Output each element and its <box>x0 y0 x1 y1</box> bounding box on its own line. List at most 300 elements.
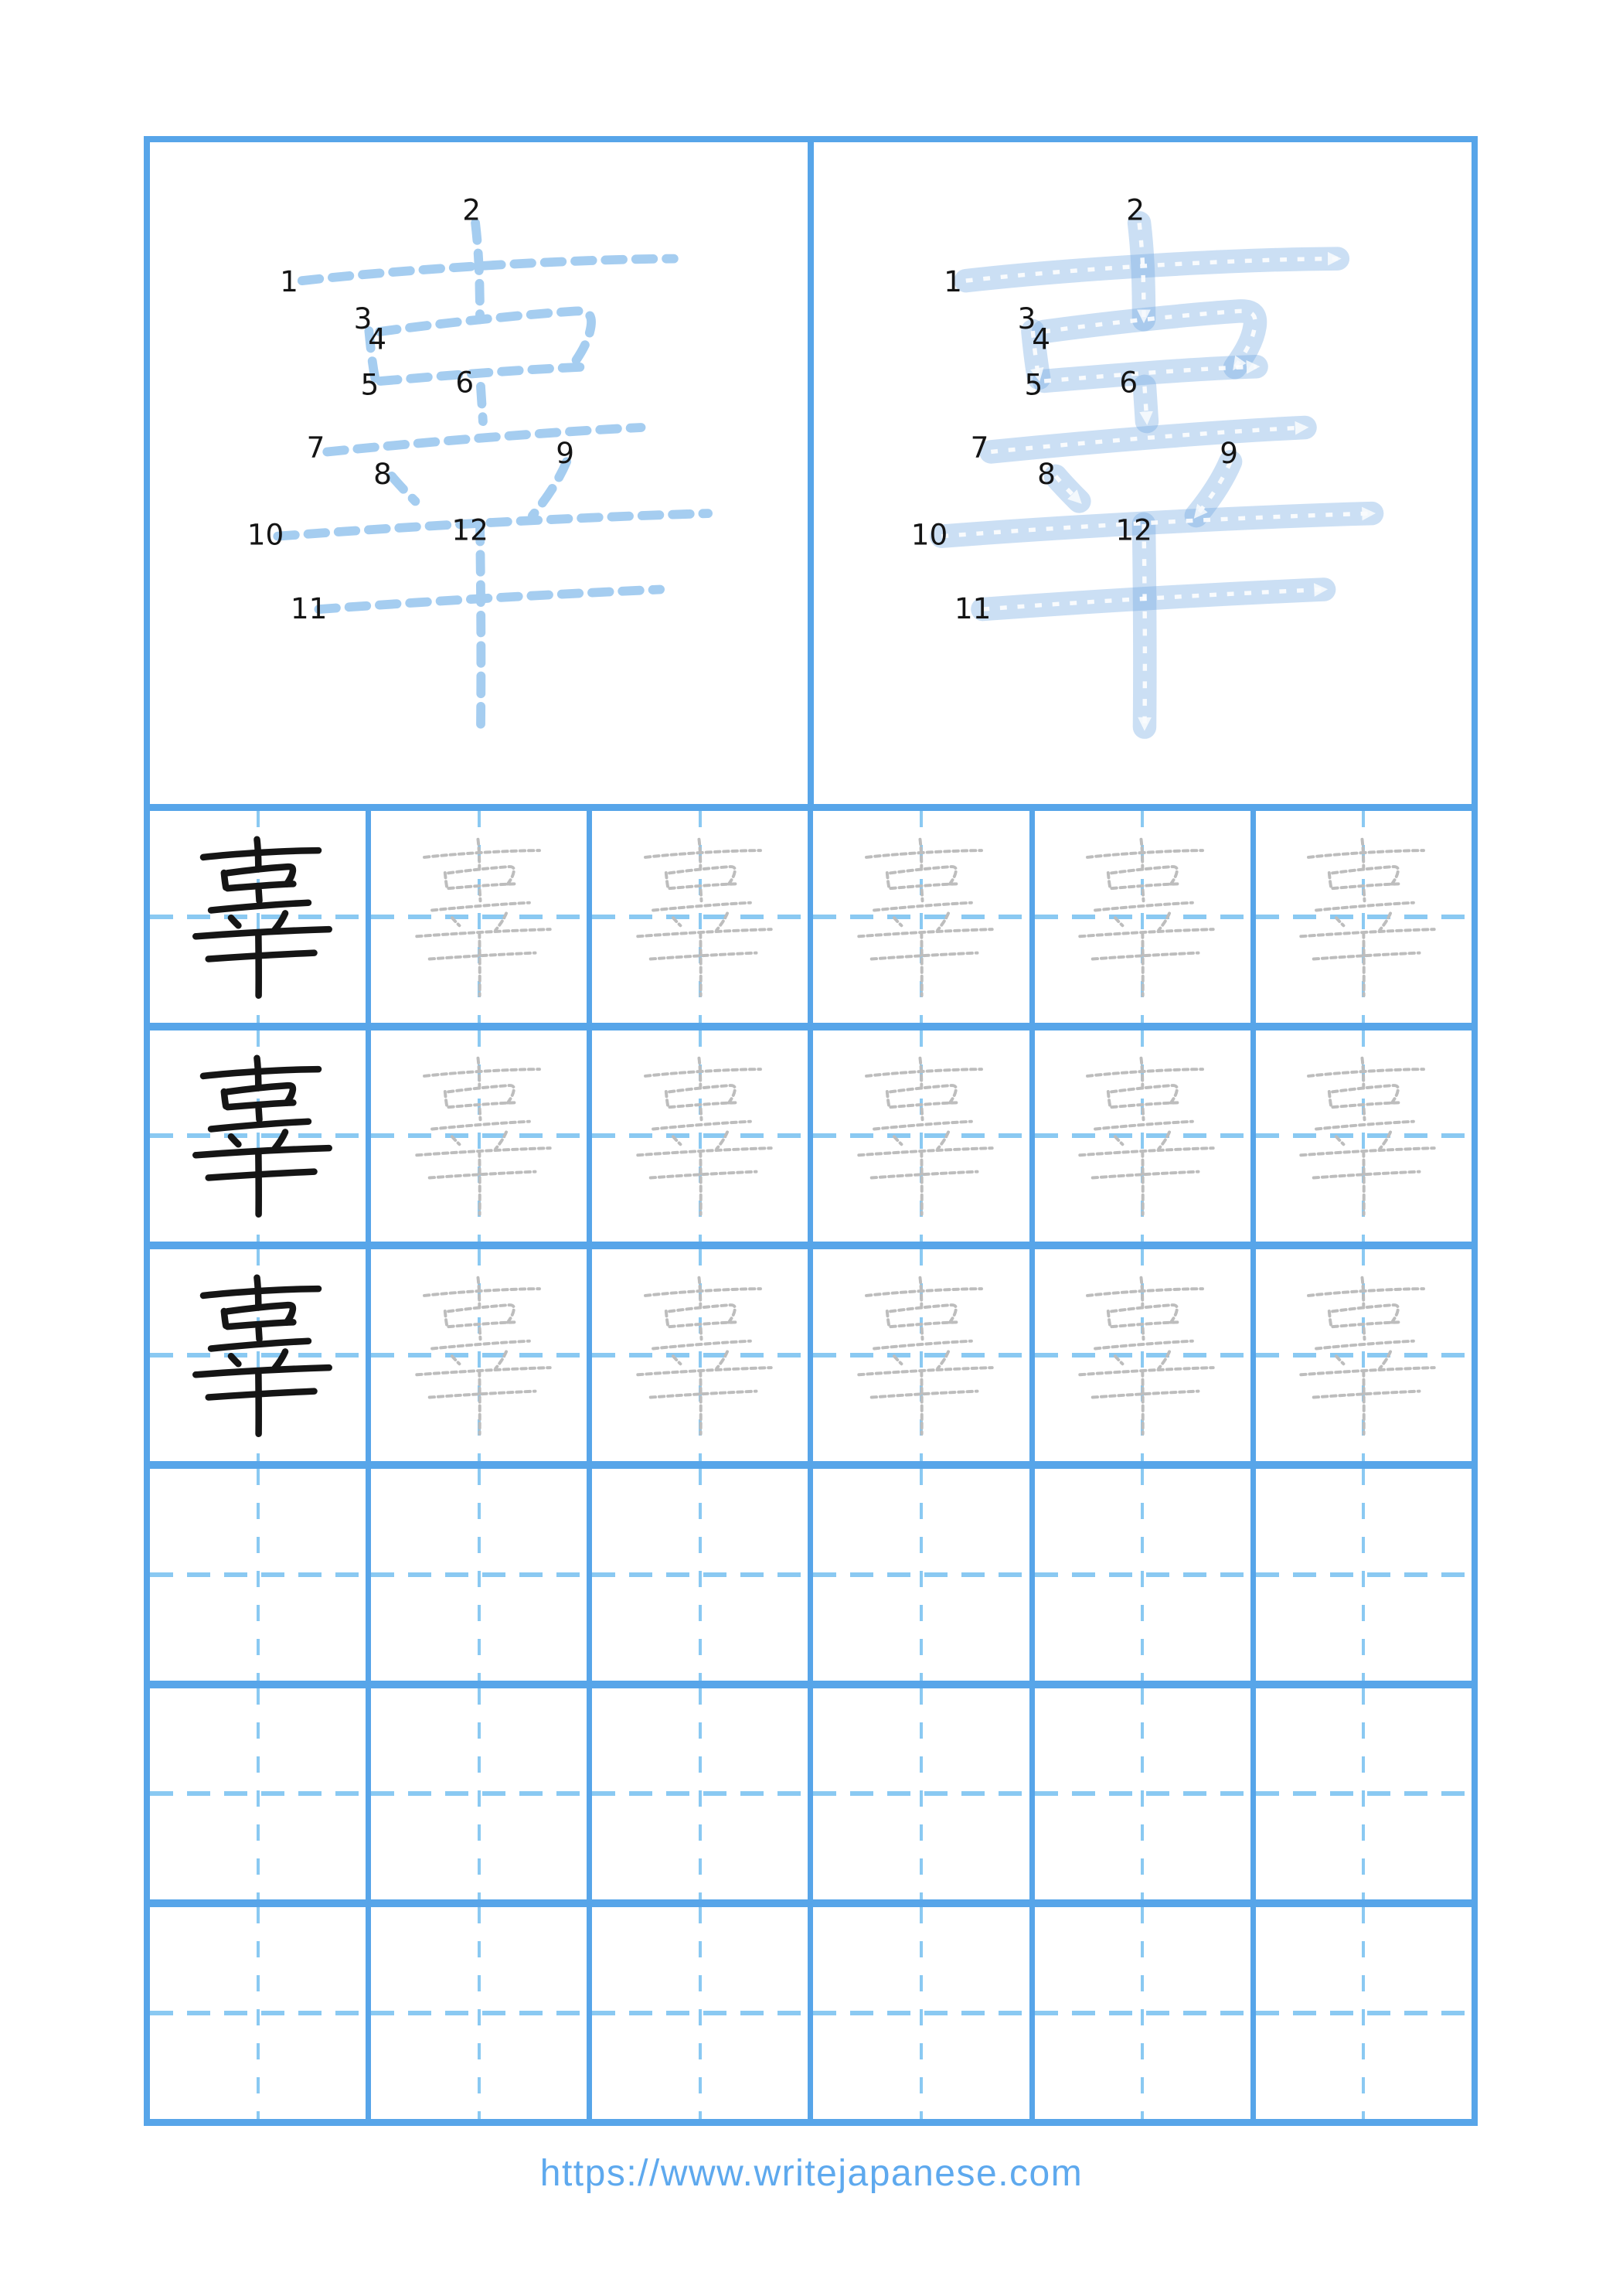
cell-center-guide-horizontal <box>1256 1572 1472 1577</box>
kanji-stroke-10 <box>196 1368 328 1375</box>
kanji-stroke-8 <box>452 1137 459 1145</box>
kanji-stroke-1 <box>1087 850 1203 857</box>
kanji-stroke-2 <box>1363 1058 1364 1088</box>
practice-cell-r4c4-empty <box>813 1469 1029 1681</box>
kanji-trace-svg <box>599 816 801 1018</box>
kanji-stroke-8 <box>673 1356 680 1364</box>
kanji-stroke-3 <box>887 1092 889 1107</box>
practice-cell-r2c6-trace <box>1256 1030 1472 1242</box>
practice-cell-r4c1-empty <box>150 1469 366 1681</box>
kanji-stroke-5 <box>669 1103 735 1108</box>
stroke-number-label: 7 <box>306 430 325 465</box>
kanji-stroke-10 <box>638 1368 771 1375</box>
kanji-diagram-svg <box>152 146 806 800</box>
cell-center-guide-horizontal <box>150 2011 366 2015</box>
cell-center-guide-horizontal <box>592 1572 808 1577</box>
kanji-stroke-8 <box>231 1137 238 1145</box>
kanji-stroke-5 <box>890 1323 956 1327</box>
kanji-stroke-9 <box>495 1133 506 1150</box>
kanji-stroke-7 <box>653 903 750 911</box>
kanji-stroke-10 <box>277 513 708 537</box>
kanji-stroke-5 <box>380 366 592 381</box>
stroke-number-label: 11 <box>954 591 991 625</box>
kanji-stroke-8 <box>894 918 901 925</box>
kanji-stroke-10 <box>417 1149 550 1156</box>
kanji-stroke-10 <box>1301 929 1434 936</box>
kanji-stroke-2 <box>1363 840 1364 870</box>
kanji-trace-svg <box>820 1254 1022 1456</box>
kanji-stroke-9 <box>716 913 727 930</box>
kanji-stroke-3 <box>1329 873 1331 887</box>
kanji-stroke-10 <box>1301 1149 1434 1156</box>
practice-cell-r5c4-empty <box>813 1688 1029 1900</box>
kanji-trace-svg <box>1262 816 1465 1018</box>
cell-center-guide-horizontal <box>592 1791 808 1796</box>
kanji-stroke-6 <box>1364 1109 1365 1120</box>
kanji-stroke-10 <box>638 929 771 936</box>
kanji-stroke-1 <box>645 850 760 857</box>
kanji-stroke-3 <box>887 1311 889 1326</box>
kanji-stroke-5 <box>1333 884 1399 888</box>
kanji-stroke-9 <box>937 913 948 930</box>
kanji-stroke-8 <box>1115 918 1122 925</box>
kanji-stroke-2 <box>257 840 258 870</box>
kanji-stroke-10 <box>1080 929 1213 936</box>
kanji-stroke-5 <box>1333 1323 1399 1327</box>
practice-cell-r5c6-empty <box>1256 1688 1472 1900</box>
kanji-stroke-7 <box>874 903 971 911</box>
kanji-stroke-7 <box>874 1341 971 1349</box>
practice-cell-r2c4-trace <box>813 1030 1029 1242</box>
kanji-stroke-7 <box>653 1122 750 1129</box>
worksheet-sheet <box>144 136 1478 2126</box>
practice-cell-r6c3-empty <box>592 1907 808 2119</box>
kanji-stroke-2 <box>1139 223 1144 319</box>
kanji-stroke-5 <box>448 1103 514 1108</box>
practice-cell-r5c3-empty <box>592 1688 808 1900</box>
kanji-stroke-6 <box>258 1109 259 1120</box>
kanji-stroke-10 <box>941 513 1372 537</box>
kanji-stroke-11 <box>1314 1392 1420 1398</box>
kanji-stroke-2 <box>1363 1278 1364 1308</box>
stroke-number-label: 3 <box>353 301 372 336</box>
kanji-stroke-6 <box>258 890 259 901</box>
stroke-trace-guide-box <box>808 142 1472 804</box>
kanji-stroke-2 <box>920 1058 922 1088</box>
kanji-stroke-5 <box>890 884 956 888</box>
kanji-stroke-6 <box>701 1328 702 1339</box>
kanji-stroke-11 <box>651 952 757 959</box>
kanji-stroke-11 <box>872 1172 978 1178</box>
kanji-stroke-1 <box>1308 850 1424 857</box>
kanji-stroke-1 <box>424 1070 539 1077</box>
kanji-stroke-9 <box>716 1133 727 1150</box>
kanji-stroke-6 <box>479 1328 480 1339</box>
stroke-number-label: 4 <box>367 322 386 356</box>
practice-cell-r2c1-ink <box>150 1030 366 1242</box>
kanji-stroke-5 <box>1112 1103 1178 1108</box>
kanji-stroke-6 <box>1143 1109 1144 1120</box>
kanji-stroke-11 <box>1314 952 1420 959</box>
kanji-stroke-5 <box>448 884 514 888</box>
stroke-number-label: 9 <box>1219 436 1238 471</box>
practice-cell-r2c3-trace <box>592 1030 808 1242</box>
kanji-trace-svg <box>820 1034 1022 1237</box>
kanji-stroke-1 <box>301 259 673 281</box>
practice-cell-r4c5-empty <box>1035 1469 1250 1681</box>
kanji-stroke-8 <box>1115 1137 1122 1145</box>
kanji-stroke-1 <box>866 1289 982 1296</box>
kanji-stroke-10 <box>196 1149 328 1156</box>
kanji-stroke-9 <box>495 913 506 930</box>
kanji-stroke-10 <box>1080 1368 1213 1375</box>
cell-center-guide-horizontal <box>371 1791 587 1796</box>
kanji-stroke-1 <box>866 850 982 857</box>
practice-cell-r4c6-empty <box>1256 1469 1472 1681</box>
kanji-ink-svg <box>157 1034 359 1237</box>
kanji-stroke-4 <box>1111 1305 1177 1323</box>
kanji-stroke-9 <box>1380 1352 1391 1369</box>
kanji-stroke-6 <box>1143 1328 1144 1339</box>
stroke-number-label: 6 <box>454 365 474 400</box>
kanji-stroke-2 <box>257 1278 258 1308</box>
kanji-stroke-7 <box>211 903 308 911</box>
kanji-stroke-7 <box>432 903 529 911</box>
kanji-stroke-8 <box>231 1356 238 1364</box>
kanji-stroke-10 <box>859 929 992 936</box>
kanji-stroke-6 <box>479 890 480 901</box>
kanji-stroke-1 <box>1308 1289 1424 1296</box>
kanji-stroke-9 <box>274 1133 285 1150</box>
kanji-stroke-4 <box>890 867 956 884</box>
practice-cell-r6c1-empty <box>150 1907 366 2119</box>
kanji-ink-svg <box>157 1254 359 1456</box>
kanji-stroke-2 <box>257 1058 258 1088</box>
kanji-stroke-2 <box>699 840 700 870</box>
kanji-stroke-4 <box>1332 1086 1398 1104</box>
kanji-stroke-2 <box>1142 1278 1143 1308</box>
kanji-stroke-3 <box>445 1311 447 1326</box>
kanji-stroke-7 <box>653 1341 750 1349</box>
kanji-trace-svg <box>1262 1254 1465 1456</box>
kanji-stroke-10 <box>196 929 328 936</box>
stroke-number-label: 5 <box>359 367 379 402</box>
kanji-stroke-8 <box>1336 1137 1343 1145</box>
kanji-stroke-11 <box>429 1172 535 1178</box>
kanji-stroke-11 <box>1093 952 1199 959</box>
cell-center-guide-horizontal <box>592 2011 808 2015</box>
kanji-trace-svg <box>1041 1034 1244 1237</box>
kanji-stroke-2 <box>699 1278 700 1308</box>
kanji-stroke-5 <box>669 1323 735 1327</box>
kanji-stroke-6 <box>479 1109 480 1120</box>
kanji-stroke-4 <box>890 1305 956 1323</box>
cell-center-guide-horizontal <box>1256 2011 1472 2015</box>
kanji-trace-svg <box>378 1034 580 1237</box>
kanji-stroke-10 <box>859 1149 992 1156</box>
kanji-trace-svg <box>599 1254 801 1456</box>
stroke-number-label: 11 <box>290 591 327 625</box>
kanji-stroke-5 <box>1112 884 1178 888</box>
kanji-trace-svg <box>1262 1034 1465 1237</box>
cell-center-guide-horizontal <box>150 1572 366 1577</box>
cell-center-guide-horizontal <box>1035 2011 1250 2015</box>
kanji-stroke-7 <box>874 1122 971 1129</box>
stroke-number-label: 12 <box>1114 513 1152 547</box>
kanji-stroke-7 <box>1316 903 1414 911</box>
kanji-stroke-2 <box>478 840 479 870</box>
kanji-stroke-4 <box>448 1305 514 1323</box>
stroke-number-label: 8 <box>1036 456 1056 491</box>
kanji-stroke-6 <box>1364 890 1365 901</box>
stroke-number-label: 9 <box>555 436 574 471</box>
kanji-stroke-5 <box>1112 1323 1178 1327</box>
kanji-stroke-3 <box>666 1092 668 1107</box>
stroke-order-diagram-box <box>150 142 808 804</box>
practice-cell-r5c2-empty <box>371 1688 587 1900</box>
kanji-trace-svg <box>1041 816 1244 1018</box>
kanji-stroke-12 <box>1143 524 1144 727</box>
kanji-stroke-6 <box>258 1328 259 1339</box>
kanji-stroke-1 <box>645 1070 760 1077</box>
kanji-stroke-4 <box>669 1086 735 1104</box>
practice-grid <box>144 804 1478 2126</box>
stroke-number-label: 6 <box>1118 365 1138 400</box>
kanji-stroke-11 <box>872 952 978 959</box>
cell-center-guide-horizontal <box>813 2011 1029 2015</box>
stroke-number-label: 7 <box>970 430 988 465</box>
kanji-stroke-4 <box>669 867 735 884</box>
kanji-stroke-7 <box>1316 1341 1414 1349</box>
kanji-stroke-3 <box>1108 873 1110 887</box>
stroke-number-label: 2 <box>1125 192 1145 227</box>
kanji-stroke-4 <box>379 311 591 367</box>
kanji-stroke-7 <box>1095 1341 1193 1349</box>
stroke-number-label: 10 <box>247 517 284 552</box>
kanji-stroke-2 <box>478 1058 479 1088</box>
cell-center-guide-horizontal <box>371 1572 587 1577</box>
practice-cell-r2c5-trace <box>1035 1030 1250 1242</box>
kanji-stroke-9 <box>1159 1133 1170 1150</box>
kanji-stroke-5 <box>448 1323 514 1327</box>
kanji-stroke-1 <box>1308 1070 1424 1077</box>
kanji-stroke-9 <box>1159 1352 1170 1369</box>
practice-cell-r3c4-trace <box>813 1249 1029 1461</box>
kanji-stroke-8 <box>1336 1356 1343 1364</box>
stroke-number-label: 1 <box>943 264 962 298</box>
practice-cell-r6c5-empty <box>1035 1907 1250 2119</box>
kanji-stroke-12 <box>479 524 480 727</box>
kanji-stroke-1 <box>1087 1289 1203 1296</box>
practice-cell-r4c3-empty <box>592 1469 808 1681</box>
kanji-stroke-10 <box>417 929 550 936</box>
cell-center-guide-horizontal <box>1035 1791 1250 1796</box>
kanji-stroke-8 <box>452 1356 459 1364</box>
website-url-link[interactable]: https://www.writejapanese.com <box>539 2153 1084 2194</box>
kanji-trace-svg <box>820 816 1022 1018</box>
practice-cell-r3c3-trace <box>592 1249 808 1461</box>
kanji-stroke-8 <box>673 918 680 925</box>
kanji-stroke-9 <box>1380 913 1391 930</box>
cell-center-guide-horizontal <box>371 2011 587 2015</box>
kanji-stroke-4 <box>448 867 514 884</box>
kanji-stroke-4 <box>890 1086 956 1104</box>
kanji-trace-svg <box>378 816 580 1018</box>
stroke-number-label: 3 <box>1017 301 1036 336</box>
kanji-stroke-7 <box>432 1341 529 1349</box>
kanji-stroke-4 <box>1332 867 1398 884</box>
kanji-stroke-9 <box>937 1352 948 1369</box>
kanji-stroke-5 <box>1333 1103 1399 1108</box>
kanji-stroke-11 <box>1093 1392 1199 1398</box>
cell-center-guide-horizontal <box>813 1791 1029 1796</box>
kanji-stroke-8 <box>1336 918 1343 925</box>
kanji-stroke-8 <box>231 918 238 925</box>
practice-cell-r1c5-trace <box>1035 811 1250 1023</box>
kanji-ink-svg <box>157 816 359 1018</box>
practice-cell-r2c2-trace <box>371 1030 587 1242</box>
kanji-stroke-11 <box>429 1392 535 1398</box>
kanji-stroke-11 <box>429 952 535 959</box>
stroke-number-label: 4 <box>1031 322 1050 356</box>
kanji-stroke-1 <box>866 1070 982 1077</box>
stroke-number-label: 12 <box>451 513 488 547</box>
kanji-stroke-2 <box>920 1278 922 1308</box>
kanji-stroke-3 <box>445 1092 447 1107</box>
kanji-stroke-1 <box>424 1289 539 1296</box>
cell-center-guide-horizontal <box>150 1791 366 1796</box>
kanji-stroke-8 <box>673 1137 680 1145</box>
kanji-stroke-1 <box>645 1289 760 1296</box>
kanji-stroke-6 <box>922 1109 923 1120</box>
kanji-stroke-4 <box>1332 1305 1398 1323</box>
kanji-stroke-6 <box>922 1328 923 1339</box>
practice-cell-r6c2-empty <box>371 1907 587 2119</box>
practice-cell-r3c6-trace <box>1256 1249 1472 1461</box>
cell-center-guide-horizontal <box>813 1572 1029 1577</box>
kanji-stroke-6 <box>480 387 482 421</box>
practice-cell-r6c4-empty <box>813 1907 1029 2119</box>
kanji-stroke-2 <box>475 223 480 319</box>
kanji-stroke-11 <box>318 590 660 610</box>
kanji-stroke-5 <box>890 1103 956 1108</box>
kanji-stroke-2 <box>699 1058 700 1088</box>
kanji-stroke-2 <box>920 840 922 870</box>
kanji-stroke-8 <box>894 1137 901 1145</box>
kanji-stroke-4 <box>1111 867 1177 884</box>
kanji-stroke-3 <box>1329 1311 1331 1326</box>
practice-cell-r6c6-empty <box>1256 1907 1472 2119</box>
kanji-stroke-10 <box>1080 1149 1213 1156</box>
kanji-stroke-10 <box>859 1368 992 1375</box>
kanji-stroke-9 <box>716 1352 727 1369</box>
kanji-stroke-3 <box>666 1311 668 1326</box>
practice-cell-r1c4-trace <box>813 811 1029 1023</box>
kanji-stroke-7 <box>211 1122 308 1129</box>
practice-cell-r5c1-empty <box>150 1688 366 1900</box>
kanji-stroke-4 <box>1111 1086 1177 1104</box>
practice-cell-r1c1-ink <box>150 811 366 1023</box>
kanji-stroke-3 <box>1329 1092 1331 1107</box>
kanji-stroke-7 <box>1095 1122 1193 1129</box>
kanji-stroke-10 <box>417 1368 550 1375</box>
kanji-stroke-6 <box>701 890 702 901</box>
kanji-stroke-3 <box>1108 1092 1110 1107</box>
kanji-stroke-8 <box>391 476 414 501</box>
practice-cell-r5c5-empty <box>1035 1688 1250 1900</box>
kanji-stroke-6 <box>922 890 923 901</box>
stroke-number-label: 5 <box>1023 367 1043 402</box>
kanji-stroke-11 <box>651 1172 757 1178</box>
footer <box>0 2152 1623 2195</box>
kanji-stroke-7 <box>211 1341 308 1349</box>
kanji-stroke-10 <box>1301 1368 1434 1375</box>
kanji-stroke-5 <box>669 884 735 888</box>
stroke-number-label: 8 <box>373 456 392 491</box>
kanji-stroke-3 <box>1108 1311 1110 1326</box>
stroke-order-section <box>144 136 1478 804</box>
stroke-number-label: 2 <box>461 192 481 227</box>
kanji-trace-svg <box>378 1254 580 1456</box>
kanji-stroke-9 <box>274 913 285 930</box>
cell-center-guide-horizontal <box>1035 1572 1250 1577</box>
kanji-trace-svg <box>1041 1254 1244 1456</box>
kanji-stroke-7 <box>1316 1122 1414 1129</box>
practice-cell-r3c5-trace <box>1035 1249 1250 1461</box>
kanji-stroke-9 <box>1159 913 1170 930</box>
kanji-stroke-9 <box>274 1352 285 1369</box>
kanji-stroke-11 <box>651 1392 757 1398</box>
kanji-stroke-6 <box>701 1109 702 1120</box>
kanji-stroke-3 <box>666 873 668 887</box>
kanji-guide-svg <box>816 146 1470 800</box>
kanji-stroke-9 <box>1380 1133 1391 1150</box>
kanji-stroke-7 <box>1095 903 1193 911</box>
kanji-stroke-11 <box>872 1392 978 1398</box>
kanji-stroke-2 <box>478 1278 479 1308</box>
kanji-stroke-7 <box>327 428 641 451</box>
kanji-stroke-2 <box>1142 840 1143 870</box>
kanji-stroke-10 <box>638 1149 771 1156</box>
practice-cell-r4c2-empty <box>371 1469 587 1681</box>
kanji-stroke-9 <box>495 1352 506 1369</box>
kanji-stroke-4 <box>448 1086 514 1104</box>
kanji-stroke-3 <box>445 873 447 887</box>
kanji-stroke-8 <box>452 918 459 925</box>
stroke-number-label: 1 <box>279 264 298 298</box>
kanji-stroke-8 <box>1115 1356 1122 1364</box>
kanji-stroke-6 <box>1143 890 1144 901</box>
practice-cell-r3c1-ink <box>150 1249 366 1461</box>
practice-cell-r1c3-trace <box>592 811 808 1023</box>
cell-center-guide-horizontal <box>1256 1791 1472 1796</box>
kanji-trace-svg <box>599 1034 801 1237</box>
kanji-stroke-1 <box>424 850 539 857</box>
stroke-number-label: 10 <box>910 517 948 552</box>
kanji-stroke-3 <box>887 873 889 887</box>
kanji-stroke-11 <box>1093 1172 1199 1178</box>
kanji-stroke-4 <box>669 1305 735 1323</box>
kanji-stroke-1 <box>1087 1070 1203 1077</box>
kanji-stroke-8 <box>894 1356 901 1364</box>
kanji-stroke-2 <box>1142 1058 1143 1088</box>
kanji-stroke-9 <box>937 1133 948 1150</box>
practice-cell-r1c6-trace <box>1256 811 1472 1023</box>
kanji-stroke-7 <box>432 1122 529 1129</box>
practice-cell-r1c2-trace <box>371 811 587 1023</box>
kanji-stroke-11 <box>1314 1172 1420 1178</box>
practice-cell-r3c2-trace <box>371 1249 587 1461</box>
